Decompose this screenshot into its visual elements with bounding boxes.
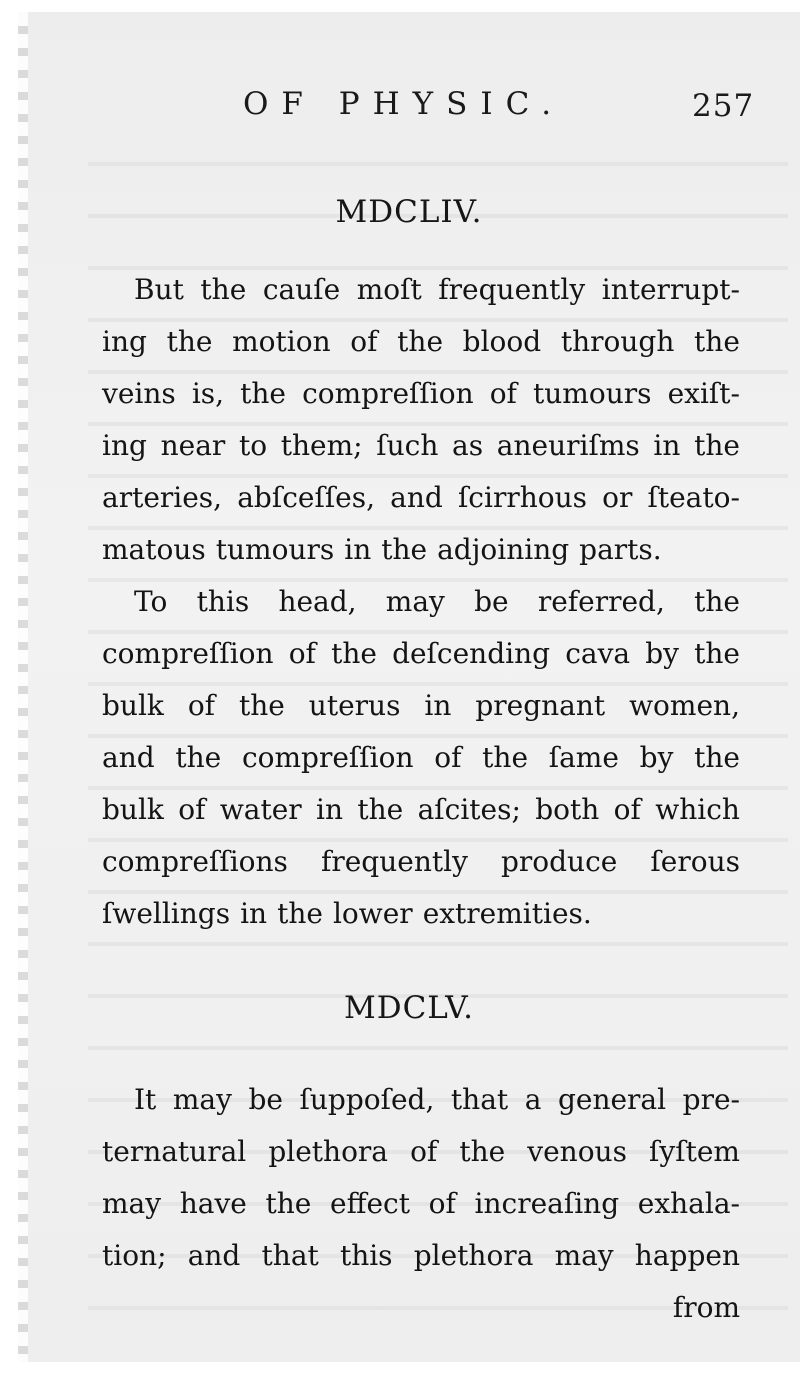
word: may — [102, 1187, 162, 1220]
word: compreſſion — [302, 377, 474, 410]
word: be — [248, 1083, 283, 1116]
word: veins — [102, 377, 176, 410]
word: in — [653, 429, 681, 462]
text-line — [102, 1074, 740, 1126]
word: of — [288, 637, 316, 670]
paragraph-3 — [102, 1074, 740, 1334]
running-head-title: OF PHYSIC. — [243, 86, 565, 122]
text-line — [102, 576, 740, 628]
word: or — [602, 481, 633, 514]
section-heading-mdclv: MDCLV. — [343, 990, 475, 1026]
word: uterus — [308, 689, 401, 722]
text-line — [102, 368, 740, 420]
word: may — [554, 1239, 614, 1272]
word: aſcites; — [417, 793, 521, 826]
word: extremities. — [422, 897, 592, 930]
word: the — [694, 325, 740, 358]
word: which — [655, 793, 740, 826]
word: It — [134, 1083, 157, 1116]
text-line — [102, 472, 740, 524]
text-line — [102, 1230, 740, 1282]
word: the — [239, 689, 285, 722]
word: through — [560, 325, 675, 358]
word: tion; — [102, 1239, 167, 1272]
word: general — [557, 1083, 667, 1116]
word: ing — [102, 429, 147, 462]
word: motion — [232, 325, 331, 358]
word: the — [357, 793, 404, 826]
word: arteries, — [102, 481, 223, 514]
text-line — [102, 888, 740, 940]
word: them; — [280, 429, 363, 462]
word: and — [187, 1239, 241, 1272]
text-line — [102, 420, 740, 472]
word: parts. — [579, 533, 662, 566]
section-heading-mdcliv: MDCLIV. — [335, 194, 483, 230]
word: adjoining — [437, 533, 570, 566]
word: of — [187, 689, 216, 722]
word: But — [134, 273, 184, 306]
word: compreſſion — [102, 637, 274, 670]
word: both — [535, 793, 600, 826]
word: women, — [629, 689, 740, 722]
word: ſame — [548, 741, 619, 774]
word: happen — [634, 1239, 740, 1272]
word: interrupt- — [601, 273, 740, 306]
word: ternatural — [102, 1135, 247, 1168]
word: in — [240, 897, 268, 930]
word: ſcirrhous — [457, 481, 587, 514]
word: the — [265, 1187, 312, 1220]
word: water — [219, 793, 302, 826]
text-line — [102, 732, 740, 784]
word: abſceſſes, — [237, 481, 376, 514]
word: in — [316, 793, 344, 826]
word: the — [175, 741, 222, 774]
word: that — [261, 1239, 319, 1272]
word: ing — [102, 325, 147, 358]
word: of — [350, 325, 378, 358]
word: this — [196, 585, 250, 618]
word: is, — [191, 377, 225, 410]
text-line — [102, 784, 740, 836]
word: To — [134, 585, 168, 618]
word: by — [639, 741, 674, 774]
word: of — [410, 1135, 438, 1168]
word: exiſt- — [667, 377, 740, 410]
word: the — [200, 273, 247, 306]
book-page — [18, 12, 800, 1362]
word: compreſſion — [241, 741, 414, 774]
word: produce — [500, 845, 618, 878]
word: plethora — [268, 1135, 388, 1168]
word: as — [452, 429, 484, 462]
word: and — [102, 741, 155, 774]
page-number: 257 — [692, 88, 755, 124]
text-line — [102, 1178, 740, 1230]
word: matous — [102, 533, 206, 566]
word: of — [428, 1187, 456, 1220]
word: have — [179, 1187, 247, 1220]
text-line — [102, 264, 740, 316]
text-line — [102, 524, 740, 576]
word: the — [397, 325, 444, 358]
word: the — [459, 1135, 506, 1168]
word: in — [344, 533, 372, 566]
word: of — [178, 793, 206, 826]
word: a — [524, 1083, 542, 1116]
catchword: from — [672, 1291, 740, 1324]
word: the — [240, 377, 286, 410]
word: to — [238, 429, 268, 462]
text-line — [102, 628, 740, 680]
text-line — [102, 680, 740, 732]
word: the — [694, 637, 740, 670]
word: the — [694, 585, 740, 618]
word: compreſſions — [102, 845, 288, 878]
word: ſteato- — [647, 481, 740, 514]
word: the — [331, 637, 377, 670]
paragraph-1 — [102, 264, 740, 576]
word: ſyſtem — [649, 1135, 740, 1168]
word: effect — [330, 1187, 410, 1220]
word: tumours — [215, 533, 335, 566]
text-line — [102, 316, 740, 368]
word: of — [489, 377, 517, 410]
word: frequently — [320, 845, 468, 878]
word: increaſing — [474, 1187, 620, 1220]
word: the — [482, 741, 529, 774]
word: head, — [278, 585, 357, 618]
word: ſuch — [376, 429, 439, 462]
catchword-line — [102, 1282, 740, 1334]
word: the — [694, 741, 740, 774]
word: lower — [332, 897, 413, 930]
word: ſerous — [650, 845, 740, 878]
paragraph-2 — [102, 576, 740, 940]
word: bulk — [102, 689, 164, 722]
word: that — [450, 1083, 509, 1116]
word: pre- — [682, 1083, 740, 1116]
word: cauſe — [262, 273, 341, 306]
word: the — [277, 897, 323, 930]
word: ſuppoſed, — [299, 1083, 435, 1116]
word: plethora — [413, 1239, 534, 1272]
word: venous — [527, 1135, 627, 1168]
word: aneuriſms — [496, 429, 640, 462]
word: blood — [462, 325, 542, 358]
word: near — [160, 429, 226, 462]
word: this — [339, 1239, 393, 1272]
word: may — [172, 1083, 232, 1116]
word: in — [424, 689, 452, 722]
word: and — [390, 481, 443, 514]
text-line — [102, 1126, 740, 1178]
word: exhala- — [637, 1187, 740, 1220]
word: moſt — [356, 273, 422, 306]
word: the — [381, 533, 428, 566]
word: ſwellings — [102, 897, 231, 930]
word: tumours — [533, 377, 652, 410]
word: the — [694, 429, 740, 462]
word: referred, — [537, 585, 665, 618]
word: deſcending — [392, 637, 551, 670]
word: cava — [565, 637, 631, 670]
word: frequently — [438, 273, 586, 306]
word: may — [385, 585, 445, 618]
word: of — [434, 741, 462, 774]
word: the — [166, 325, 213, 358]
word: by — [645, 637, 679, 670]
word: of — [613, 793, 641, 826]
word: bulk — [102, 793, 164, 826]
word: be — [474, 585, 509, 618]
word: pregnant — [475, 689, 606, 722]
text-line — [102, 836, 740, 888]
